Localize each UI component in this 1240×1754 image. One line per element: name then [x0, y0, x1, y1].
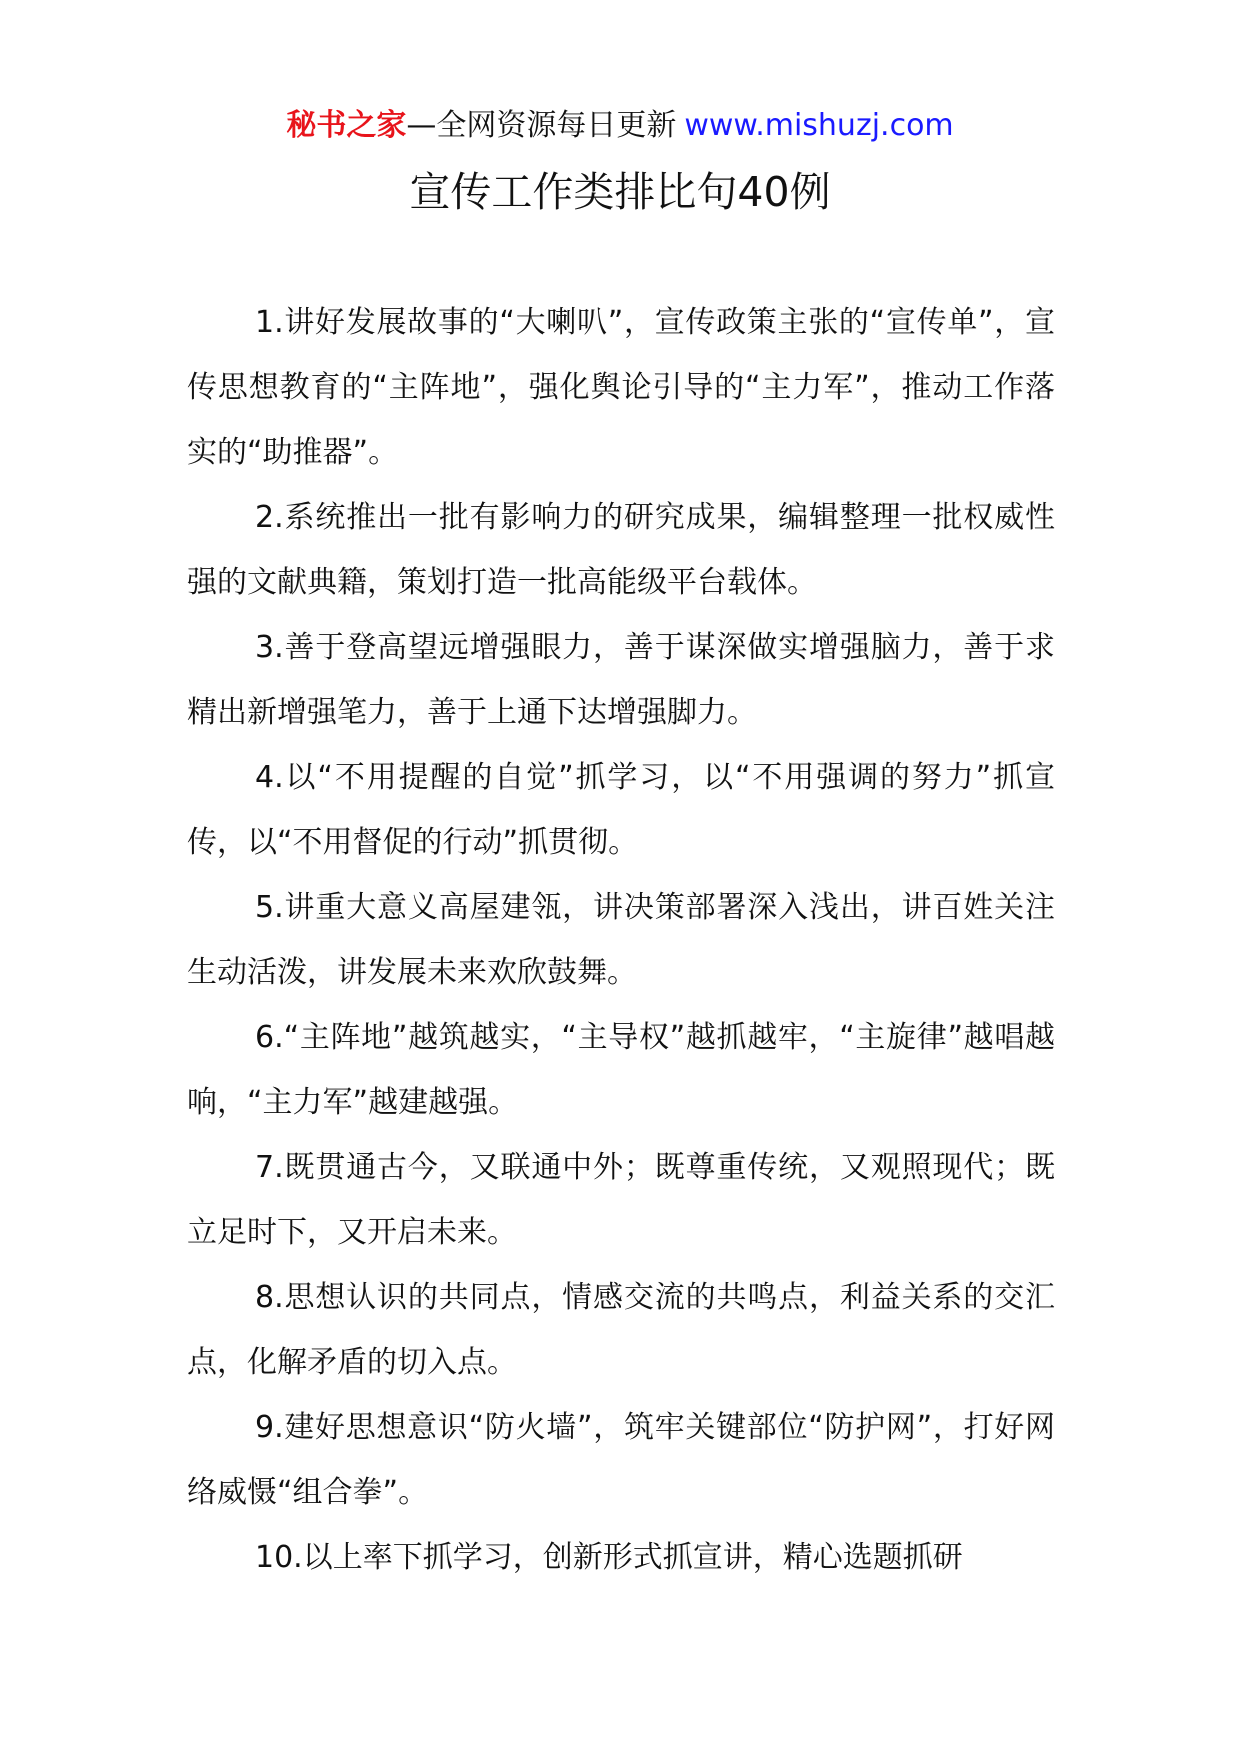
list-item: 2.系统推出一批有影响力的研究成果，编辑整理一批权威性强的文献典籍，策划打造一批高能级平台载体。 [187, 500, 1055, 600]
site-header [0, 104, 1240, 148]
list-item: 10.以上率下抓学习，创新形式抓宣讲，精心选题抓研 [255, 1540, 963, 1575]
document-title: 宣传工作类排比句40例 [409, 168, 831, 216]
list-item: 5.讲重大意义高屋建瓴，讲决策部署深入浅出，讲百姓关注生动活泼，讲发展未来欢欣鼓舞。 [187, 890, 1055, 990]
site-tagline: —全网资源每日更新 [406, 108, 677, 143]
list-item: 6.“主阵地”越筑越实，“主导权”越抓越牢，“主旋律”越唱越响，“主力军”越建越强。 [187, 1020, 1055, 1120]
list-item: 1.讲好发展故事的“大喇叭”，宣传政策主张的“宣传单”，宣传思想教育的“主阵地”，强化舆论引导的“主力军”，推动工作落实的“助推器”。 [187, 305, 1055, 470]
list-item: 9.建好思想意识“防火墙”，筑牢关键部位“防护网”，打好网络威慑“组合拳”。 [187, 1410, 1055, 1510]
site-brand: 秘书之家 [286, 108, 407, 143]
list-item: 7.既贯通古今，又联通中外；既尊重传统，又观照现代；既立足时下，又开启未来。 [187, 1150, 1055, 1250]
list-item: 3.善于登高望远增强眼力，善于谋深做实增强脑力，善于求精出新增强笔力，善于上通下达增强脚力。 [187, 630, 1055, 730]
list-item: 8.思想认识的共同点，情感交流的共鸣点，利益关系的交汇点，化解矛盾的切入点。 [187, 1280, 1055, 1380]
site-url-link[interactable]: www.mishuzj.com [684, 108, 954, 143]
list-item: 4.以“不用提醒的自觉”抓学习，以“不用强调的努力”抓宣传，以“不用督促的行动”抓贯彻。 [187, 760, 1055, 860]
document-body [187, 290, 1055, 1590]
